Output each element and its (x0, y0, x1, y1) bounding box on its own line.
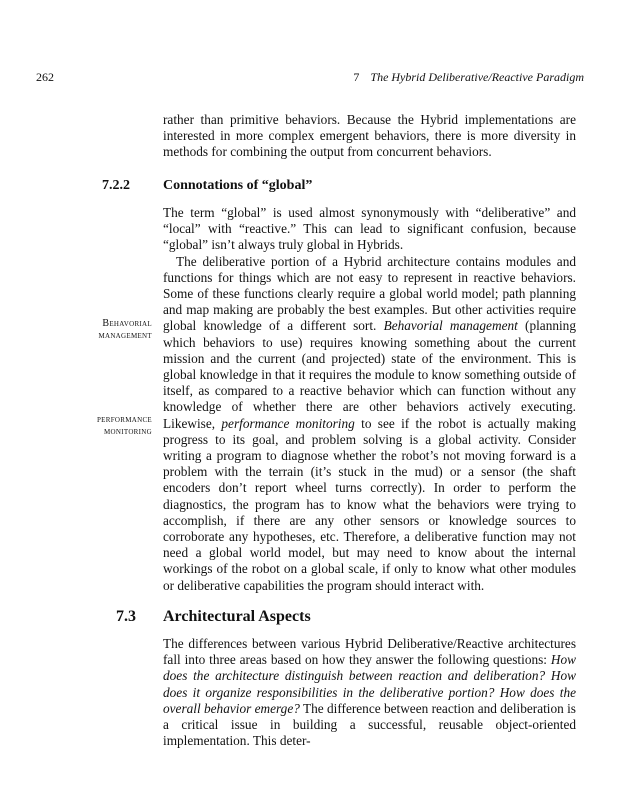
subsection-body (163, 205, 576, 594)
text-run: (planning which behaviors to use) requires knowing something about the current mission and the current (and projected) state of the environment. This is global knowledge in that it requires the module to know something outside of itself, as compared to a reactive behavior which can function without any knowledge of whether there are other behaviors actively executing. Likewise, (163, 318, 576, 431)
questions-italic: How does the architecture distinguish between reaction and deliberation? How does it organize responsibilities in the deliberative portion? How does the overall behavior emerge? (163, 652, 576, 716)
text-run: The difference between reaction and deliberation is a critical issue in building a successful, reusable object-oriented implementation. This deter- (163, 700, 576, 749)
margin-note-line: Behavorial (102, 318, 152, 329)
section-number: 7.3 (116, 608, 136, 625)
section-body (163, 636, 576, 749)
margin-note-line: performance (96, 414, 152, 425)
margin-note-line: monitoring (104, 426, 152, 437)
term-performance-monitoring: performance monitoring (221, 415, 355, 431)
paragraph (163, 254, 576, 594)
margin-note-performance-monitoring (97, 414, 152, 438)
page-number: 262 (36, 70, 54, 84)
term-behavioral-management: Behavorial management (383, 318, 518, 334)
paragraph (163, 636, 576, 749)
running-head (353, 70, 584, 85)
paragraph: The term “global” is used almost synonymously with “deliberative” and “local” with “reactive.” This can lead to significant confusion, because “global” isn’t always truly global in Hybrids. (163, 205, 576, 253)
intro-text (163, 112, 576, 161)
section-title: Architectural Aspects (163, 608, 311, 625)
text-run: The deliberative portion of a Hybrid architecture contains modules and functions for things which are not easy to represent in reactive behaviors. Some of these functions clearly require a global world model; path planning and map making are probably the best examples. But other activities require global knowledge of a different sort. (163, 253, 576, 334)
chapter-title: The Hybrid Deliberative/Reactive Paradigm (370, 70, 584, 84)
intro-paragraph: rather than primitive behaviors. Because the Hybrid implementations are interested in more complex emergent behaviors, there is more diversity in methods for combining the output from concurrent behaviors. (163, 112, 576, 160)
subsection-number: 7.2.2 (102, 178, 130, 193)
margin-note-behavioral-management (98, 318, 152, 342)
text-run: The differences between various Hybrid Deliberative/Reactive architectures fall into three areas based on how they answer the following questions: (163, 636, 576, 668)
subsection-title: Connotations of “global” (163, 178, 313, 193)
chapter-number: 7 (353, 70, 360, 84)
margin-note-line: management (98, 330, 152, 341)
text-run: to see if the robot is actually making progress to its goal, and problem solving is a global activity. Consider writing a program to diagnose whether the robot’s not moving forward is a problem with the terrain (it’s stuck in the mud) or a sensor (the shaft encoders don’t report wheel turns correctly). In order to perform the diagnostics, the program has to know what the behaviors were trying to accomplish, if there are any other sensors or knowledge sources to corroborate any hypotheses, etc. Therefore, a deliberative function may not need a global world model, but may need to know about the internal workings of the robot on a global scale, if only to know what other modules or deliberative capabilities the program should interact with. (163, 415, 577, 593)
